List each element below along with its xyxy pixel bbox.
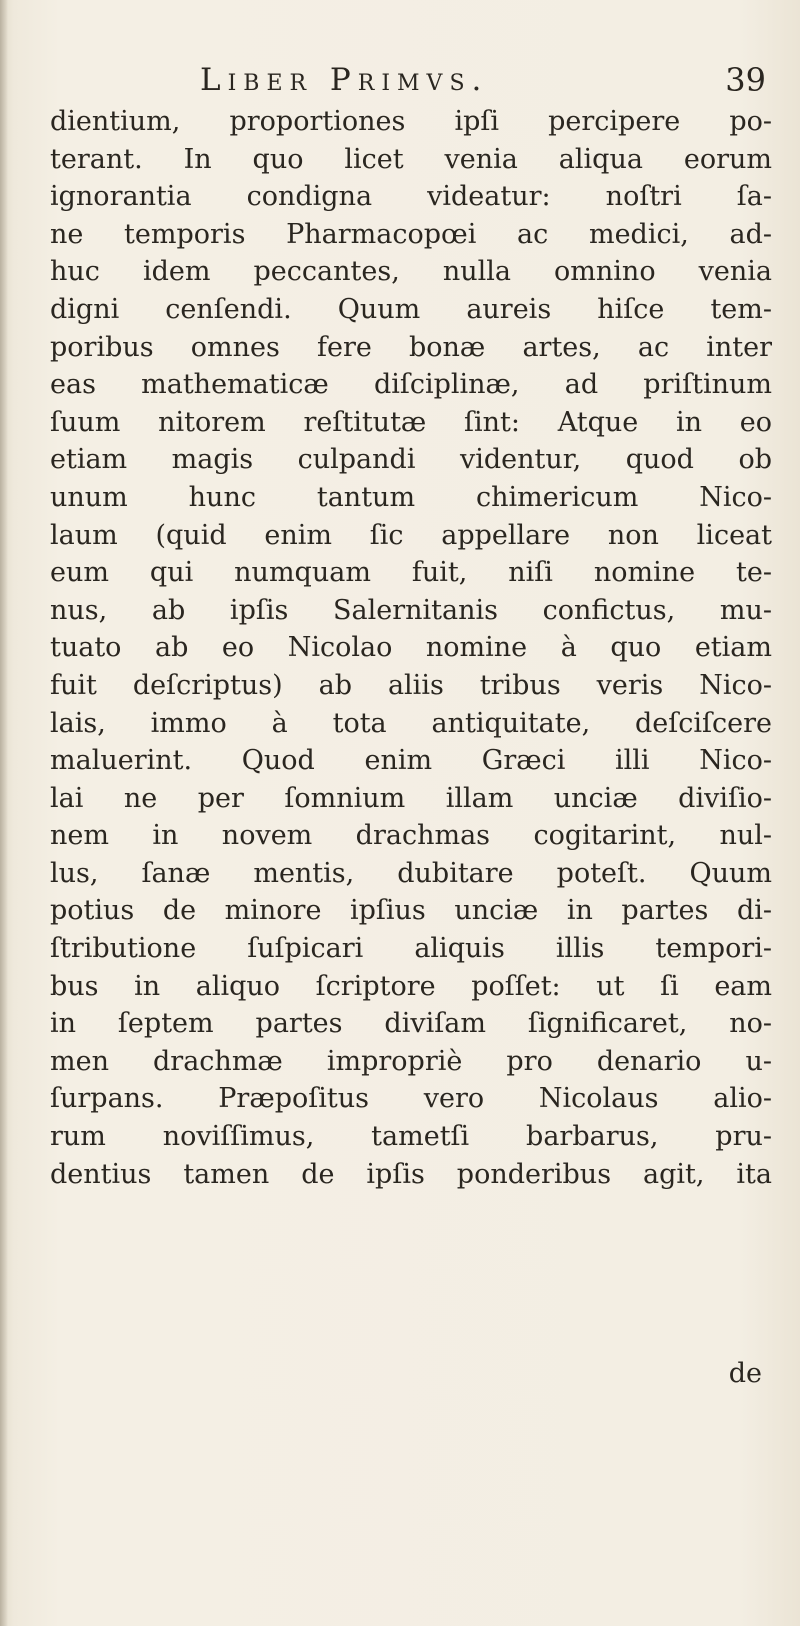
text-line: bus in aliquo ſcriptore poſſet: ut ſi eam bbox=[50, 970, 772, 1002]
text-line: fuit deſcriptus) ab aliis tribus veris Nico- bbox=[50, 669, 772, 701]
binding-edge bbox=[0, 0, 8, 1626]
text-line: in ſeptem partes diviſam ſignificaret, no- bbox=[50, 1008, 772, 1040]
text-line: nem in novem drachmas cogitarint, nul- bbox=[50, 820, 772, 852]
text-line: unum hunc tantum chimericum Nico- bbox=[50, 481, 772, 513]
text-line: potius de minore ipſius unciæ in partes di- bbox=[50, 895, 772, 927]
text-line: dientium, proportiones ipſi percipere po- bbox=[50, 106, 772, 137]
text-line: men drachmæ impropriè pro denario u- bbox=[50, 1045, 772, 1077]
text-line: laum (quid enim ſic appellare non liceat bbox=[50, 519, 772, 551]
text-line: ſuum nitorem reſtitutæ ſint: Atque in eo bbox=[50, 406, 772, 438]
text-line: lai ne per ſomnium illam unciæ diviſio- bbox=[50, 782, 772, 814]
text-line: tuato ab eo Nicolao nomine à quo etiam bbox=[50, 632, 772, 664]
body-text bbox=[50, 103, 772, 1193]
text-line: digni cenſendi. Quum aureis hiſce tem- bbox=[50, 293, 772, 325]
catchword: de bbox=[728, 1358, 762, 1389]
text-line: etiam magis culpandi videntur, quod ob bbox=[50, 444, 772, 476]
page-number: 39 bbox=[725, 61, 766, 99]
text-line: ignorantia condigna videatur: noſtri ſa- bbox=[50, 181, 772, 213]
text-line: huc idem peccantes, nulla omnino venia bbox=[50, 256, 772, 288]
text-line: ſurpans. Præpoſitus vero Nicolaus alio- bbox=[50, 1083, 772, 1115]
running-head: Liber Primvs. bbox=[200, 62, 489, 98]
text-line: rum noviſſimus, tametſi barbarus, pru- bbox=[50, 1121, 772, 1153]
text-line: eum qui numquam fuit, niſi nomine te- bbox=[50, 557, 772, 589]
text-line: eas mathematicæ diſciplinæ, ad priſtinum bbox=[50, 369, 772, 401]
text-line: lais, immo à tota antiquitate, deſciſcere bbox=[50, 707, 772, 739]
text-line: dentius tamen de ipſis ponderibus agit, ita bbox=[50, 1158, 772, 1190]
text-line: lus, ſanæ mentis, dubitare poteſt. Quum bbox=[50, 857, 772, 889]
text-line: poribus omnes fere bonæ artes, ac inter bbox=[50, 331, 772, 363]
page-header bbox=[50, 58, 770, 102]
text-line: terant. In quo licet venia aliqua eorum bbox=[50, 143, 772, 175]
text-line: ne temporis Pharmacopœi ac medici, ad- bbox=[50, 218, 772, 250]
text-line: nus, ab ipſis Salernitanis confictus, mu- bbox=[50, 594, 772, 626]
text-line: ſtributione ſuſpicari aliquis illis tempori- bbox=[50, 933, 772, 965]
text-line: maluerint. Quod enim Græci illi Nico- bbox=[50, 745, 772, 777]
